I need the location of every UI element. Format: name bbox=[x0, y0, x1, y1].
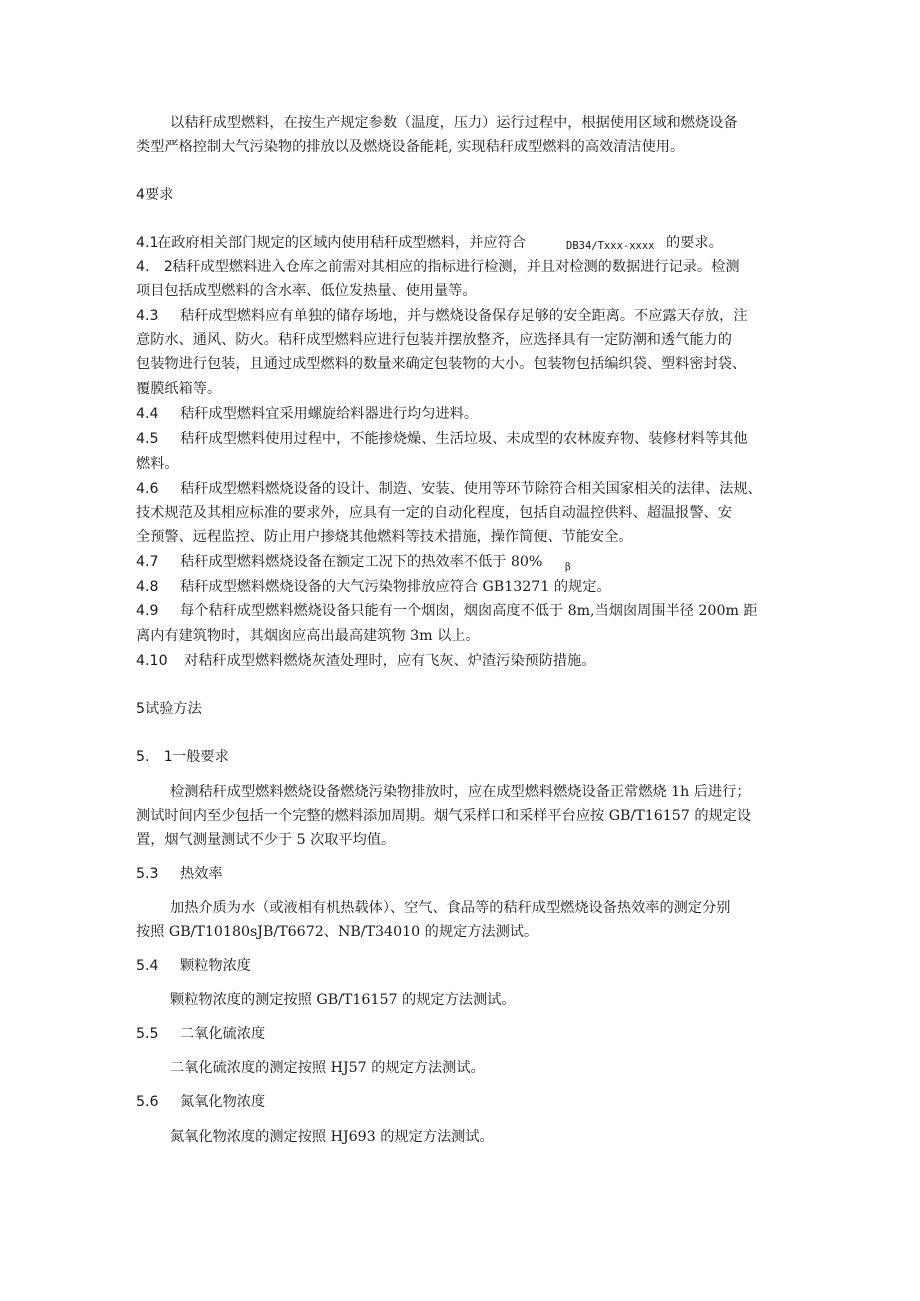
subscript-beta: β bbox=[565, 562, 571, 573]
document-page: 以秸秆成型燃料，在按生产规定参数（温度，压力）运行过程中，根据使用区域和燃烧设备 类型严格控制大气污染物的排放以及燃烧设备能耗, 实现秸秆成型燃料的高效清洁使用。 4要求 4.1 在政府相关部门规定的区域内使用秸秆成型燃料，并应符合 DB34∕Txxx-xxxx 的要求。 4. 2 秸秆成型燃料进入仓库之前需对其相应的指标进行检测，并且对检测的数据进行记录。检测 项目包括成型燃料的含水率、低位发热量、使用量等。 4.3 秸秆成型燃料应有单独的储存场地，并与燃烧设备保存足够的安全距离。不应露天存放，注 意防水、通风、防火。秸秆成型燃料应进行包装并摆放整齐，应选择具有一定防潮和透气能力的 包装物进行包装，且通过成型燃料的数量来确定包装物的大小。包装物包括编织袋、塑料密封袋、 覆膜纸箱等。 4.4 秸秆成型燃料宜采用螺旋给料器进行均匀进料。 4.5 秸秆成型燃料使用过程中，不能掺烧燥、生活垃圾、未成型的农林废弃物、装修材料等其他 燃料。 4.6 秸秆成型燃料燃烧设备的设计、制造、安装、使用等环节除符合相关国家相关的法律、法规、 技术规范及其相应标准的要求外，应具有一定的自动化程度，包括自动温控供料、超温报警、安 全预警、远程监控、防止用户掺烧其他燃料等技术措施，操作简便、节能安全。 4.7 秸秆成型燃料燃烧设备在额定工况下的热效率不低于 80% β 4.8 秸秆成型燃料燃烧设备的大气污染物排放应符合 GB13271 的规定。 4.9 每个秸秆成型燃料燃烧设备只能有一个烟囱，烟囱高度不低于 8m,当烟囱周围半径 200m 距 离内有建筑物时，其烟囱应高出最高建筑物 3m 以上。 4.10 对秸秆成型燃料燃烧灰渣处理时，应有飞灰、炉渣污染预防措施。 5试验方法 5. 1 一般要求 检测秸秆成型燃料燃烧设备燃烧污染物排放时，应在成型燃料燃烧设备正常燃烧 1h 后进行； 测试时间内至少包括一个完整的燃料添加周期。烟气采样口和采样平台应按 GB/T16157 的规定设 置，烟气测量测试不少于 5 次取平均值。 5.3 热效率 加热介质为水（或液相有机热载体）、空气、食品等的秸秆成型燃烧设备热效率的测定分别 按照 GB/T10180sJB/T6672、NB/T34010 的规定方法测试。 5.4 颗粒物浓度 颗粒物浓度的测定按照 GB/T16157 的规定方法测试。 5.5 二氧化硫浓度 二氧化硫浓度的测定按照 HJ57 的规定方法测试。 5.6 氮氧化物浓度 氮氧化物浓度的测定按照 HJ693 的规定方法测试。 bbox=[136, 115, 762, 1145]
